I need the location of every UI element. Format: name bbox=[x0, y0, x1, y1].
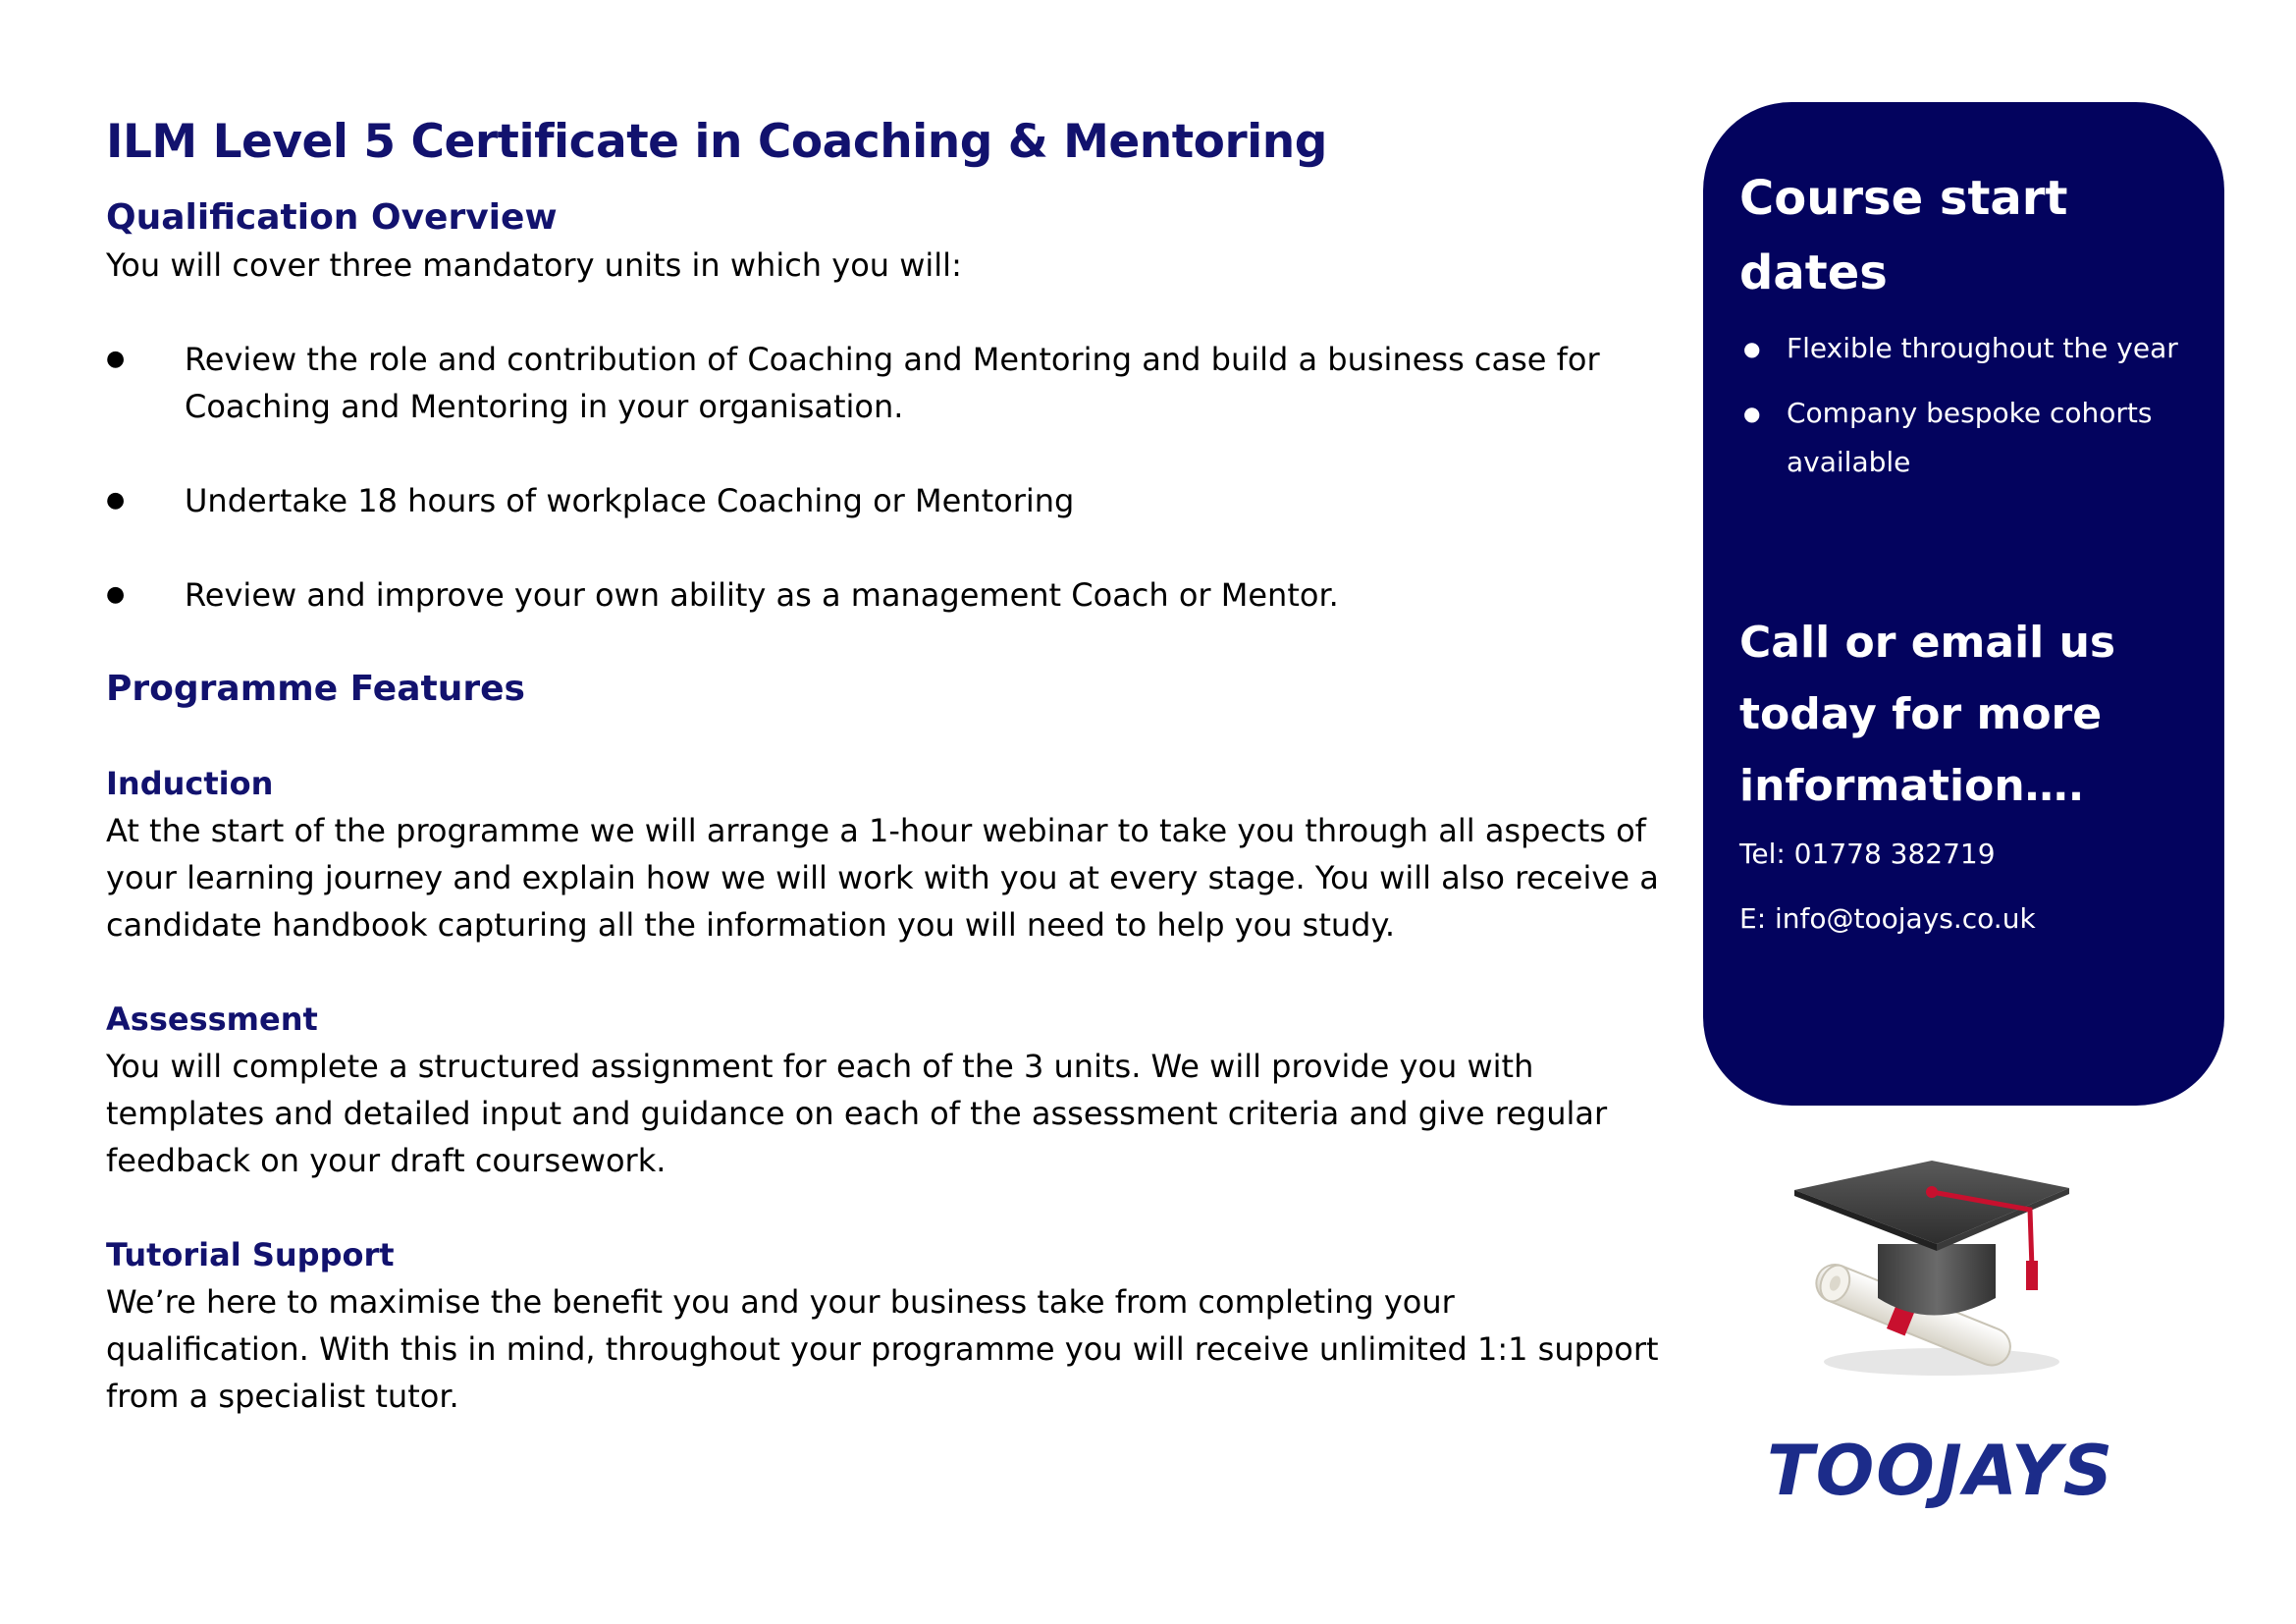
course-info-panel bbox=[1703, 102, 2224, 1106]
induction-heading: Induction bbox=[106, 765, 274, 802]
list-item bbox=[106, 571, 1667, 619]
tutorial-text: We’re here to maximise the benefit you and your business take from completing your qualification. With this in mind, throughout your programme you will receive unlimited 1:1 support from a specialist tutor. bbox=[106, 1283, 1659, 1415]
overview-intro: You will cover three mandatory units in which you will: bbox=[106, 246, 962, 284]
bullet-icon: ● bbox=[1743, 402, 1761, 425]
bullet-icon: ● bbox=[106, 488, 126, 513]
overview-heading: Qualification Overview bbox=[106, 197, 558, 238]
list-item-text: Flexible throughout the year bbox=[1787, 332, 2178, 364]
overview-list bbox=[106, 336, 1667, 619]
course-dates-list bbox=[1739, 324, 2195, 487]
bullet-icon: ● bbox=[1743, 337, 1761, 360]
graduation-cap-icon bbox=[1785, 1151, 2079, 1386]
contact-email[interactable]: E: info@toojays.co.uk bbox=[1739, 902, 2036, 935]
tutorial-heading: Tutorial Support bbox=[106, 1236, 395, 1273]
list-item-text: Review and improve your own ability as a management Coach or Mentor. bbox=[185, 576, 1339, 614]
page-title: ILM Level 5 Certificate in Coaching & Mentoring bbox=[106, 115, 1327, 169]
toojays-logo: TOOJAYS bbox=[1767, 1431, 2115, 1511]
list-item bbox=[1739, 389, 2195, 487]
course-dates-heading: Course start dates bbox=[1739, 171, 2068, 300]
list-item bbox=[106, 477, 1667, 524]
features-heading: Programme Features bbox=[106, 669, 525, 709]
bullet-icon: ● bbox=[106, 582, 126, 607]
list-item-text: Company bespoke cohorts available bbox=[1787, 397, 2153, 478]
assessment-text: You will complete a structured assignment for each of the 3 units. We will provide you with templates and detailed input and guidance on each of the assessment criteria and give regular feedback on your draft coursework. bbox=[106, 1048, 1608, 1179]
list-item-text: Review the role and contribution of Coaching and Mentoring and build a business case for Coaching and Mentoring in your organisation. bbox=[185, 341, 1600, 425]
main-content bbox=[106, 108, 1667, 1420]
list-item-text: Undertake 18 hours of workplace Coaching or Mentoring bbox=[185, 482, 1075, 519]
list-item bbox=[106, 336, 1667, 430]
list-item bbox=[1739, 324, 2195, 373]
assessment-heading: Assessment bbox=[106, 1001, 318, 1038]
induction-text: At the start of the programme we will arrange a 1-hour webinar to take you through all aspects of your learning journey and explain how we will work with you at every stage. You will also receive a candidate handbook capturing all the information you will need to help you study. bbox=[106, 812, 1659, 944]
contact-cta: Call or email us today for more information…. bbox=[1739, 618, 2116, 811]
contact-phone[interactable]: Tel: 01778 382719 bbox=[1739, 838, 1996, 870]
bullet-icon: ● bbox=[106, 347, 126, 371]
